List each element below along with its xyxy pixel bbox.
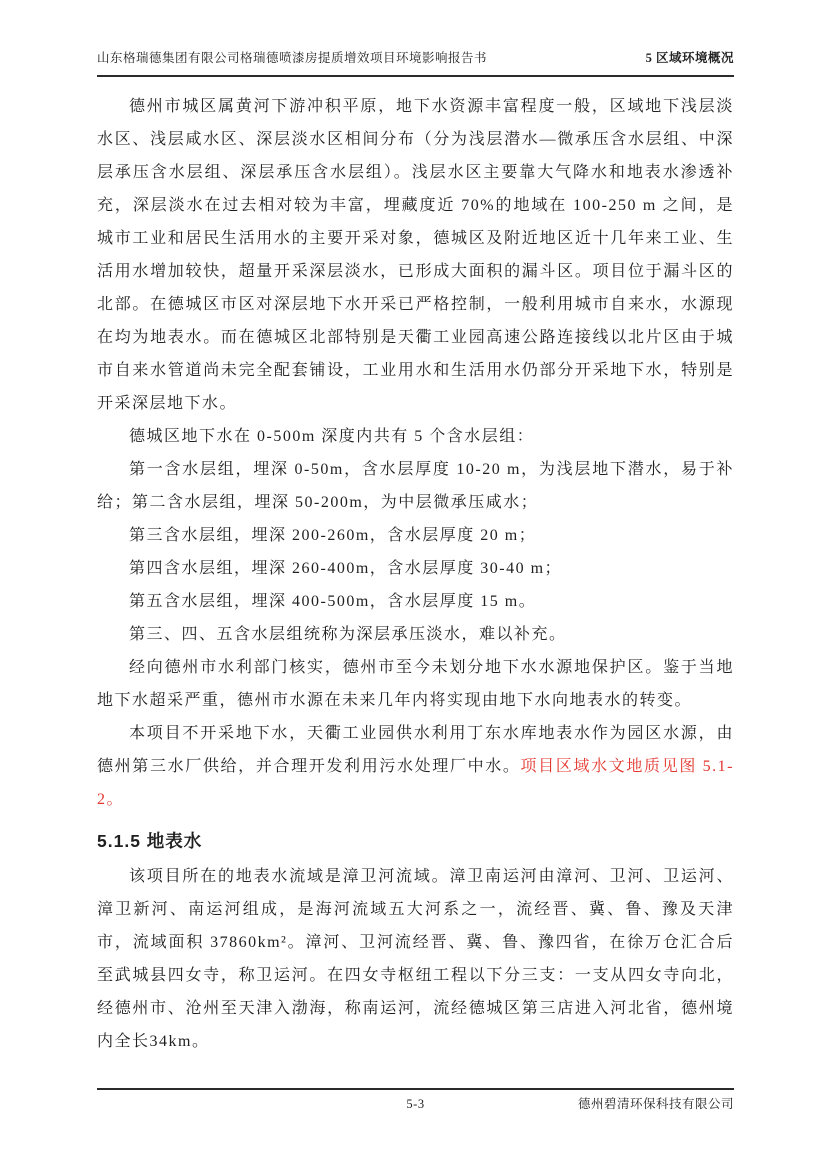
paragraph-aquifer-1-2: 第一含水层组，埋深 0-50m，含水层厚度 10-20 m，为浅层地下潜水，易于补给；第二含水层组，埋深 50-200m，为中层微承压咸水； — [97, 461, 734, 511]
paragraph-text: 本项目不开采地下水，天衢工业园供水利用丁东水库地表水作为园区水源，由德州第三水厂供给，并合理开发利用污水处理厂中水。 — [97, 725, 734, 775]
figure-reference-text: 项目区域水文地质见图 5.1-2。 — [97, 758, 734, 808]
page-number: 5-3 — [406, 1097, 425, 1111]
paragraph-surface-water: 该项目所在的地表水流域是漳卫河流域。漳卫南运河由漳河、卫河、卫运河、漳卫新河、南运河组成，是海河流域五大河系之一，流经晋、冀、鲁、豫及天津市，流域面积 37860km²。漳河、卫河流经晋、冀、鲁、豫四省，在徐万仓汇合后至武城县四女寺，称卫运河。在四女寺枢纽工程以下分三支：一支从四女寺向北，经德州市、沧州至天津入渤海，称南运河，流经德城区第三店进入河北省，德州境内全长34km。 — [97, 868, 734, 1050]
page-header — [97, 50, 734, 77]
paragraph-groundwater-overview: 德州市城区属黄河下游冲积平原，地下水资源丰富程度一般，区域地下浅层淡水区、浅层咸水区、深层淡水区相间分布（分为浅层潜水—微承压含水层组、中深层承压含水层组、深层承压含水层组）。浅层水区主要靠大气降水和地表水渗透补充，深层淡水在过去相对较为丰富，埋藏度近 70%的地域在 100-250 m 之间，是城市工业和居民生活用水的主要开采对象，德城区及附近地区近十几年来工业、生活用水增加较快，超量开采深层淡水，已形成大面积的漏斗区。项目位于漏斗区的北部。在德城区市区对深层地下水开采已严格控制，一般利用城市自来水，水源现在均为地表水。而在德城区北部特别是天衢工业园高速公路连接线以北片区由于城市自来水管道尚未完全配套铺设，工业用水和生活用水仍部分开采地下水，特别是开采深层地下水。 — [97, 98, 734, 412]
footer-company-name: 德州碧清环保科技有限公司 — [577, 1097, 734, 1111]
page-footer — [97, 1088, 734, 1122]
header-chapter-label: 5 区域环境概况 — [645, 51, 734, 65]
section-heading-surface-water: 5.1.5 地表水 — [97, 831, 203, 851]
document-body — [97, 90, 734, 1058]
paragraph-aquifer-4: 第四含水层组，埋深 260-400m，含水层厚度 30-40 m； — [129, 560, 563, 577]
paragraph-aquifer-3: 第三含水层组，埋深 200-260m，含水层厚度 20 m； — [129, 527, 537, 544]
paragraph-water-authority: 经向德州市水利部门核实，德州市至今未划分地下水水源地保护区。鉴于当地地下水超采严重，德州市水源在未来几年内将实现由地下水向地表水的转变。 — [97, 659, 734, 709]
paragraph-aquifer-count: 德城区地下水在 0-500m 深度内共有 5 个含水层组： — [129, 428, 535, 445]
paragraph-aquifer-5: 第五含水层组，埋深 400-500m，含水层厚度 15 m。 — [129, 593, 537, 610]
paragraph-project-water-supply — [97, 717, 734, 816]
paragraph-deep-aquifer-summary: 第三、四、五含水层组统称为深层承压淡水，难以补充。 — [129, 626, 567, 643]
header-doc-title: 山东格瑞德集团有限公司格瑞德喷漆房提质增效项目环境影响报告书 — [97, 51, 488, 65]
